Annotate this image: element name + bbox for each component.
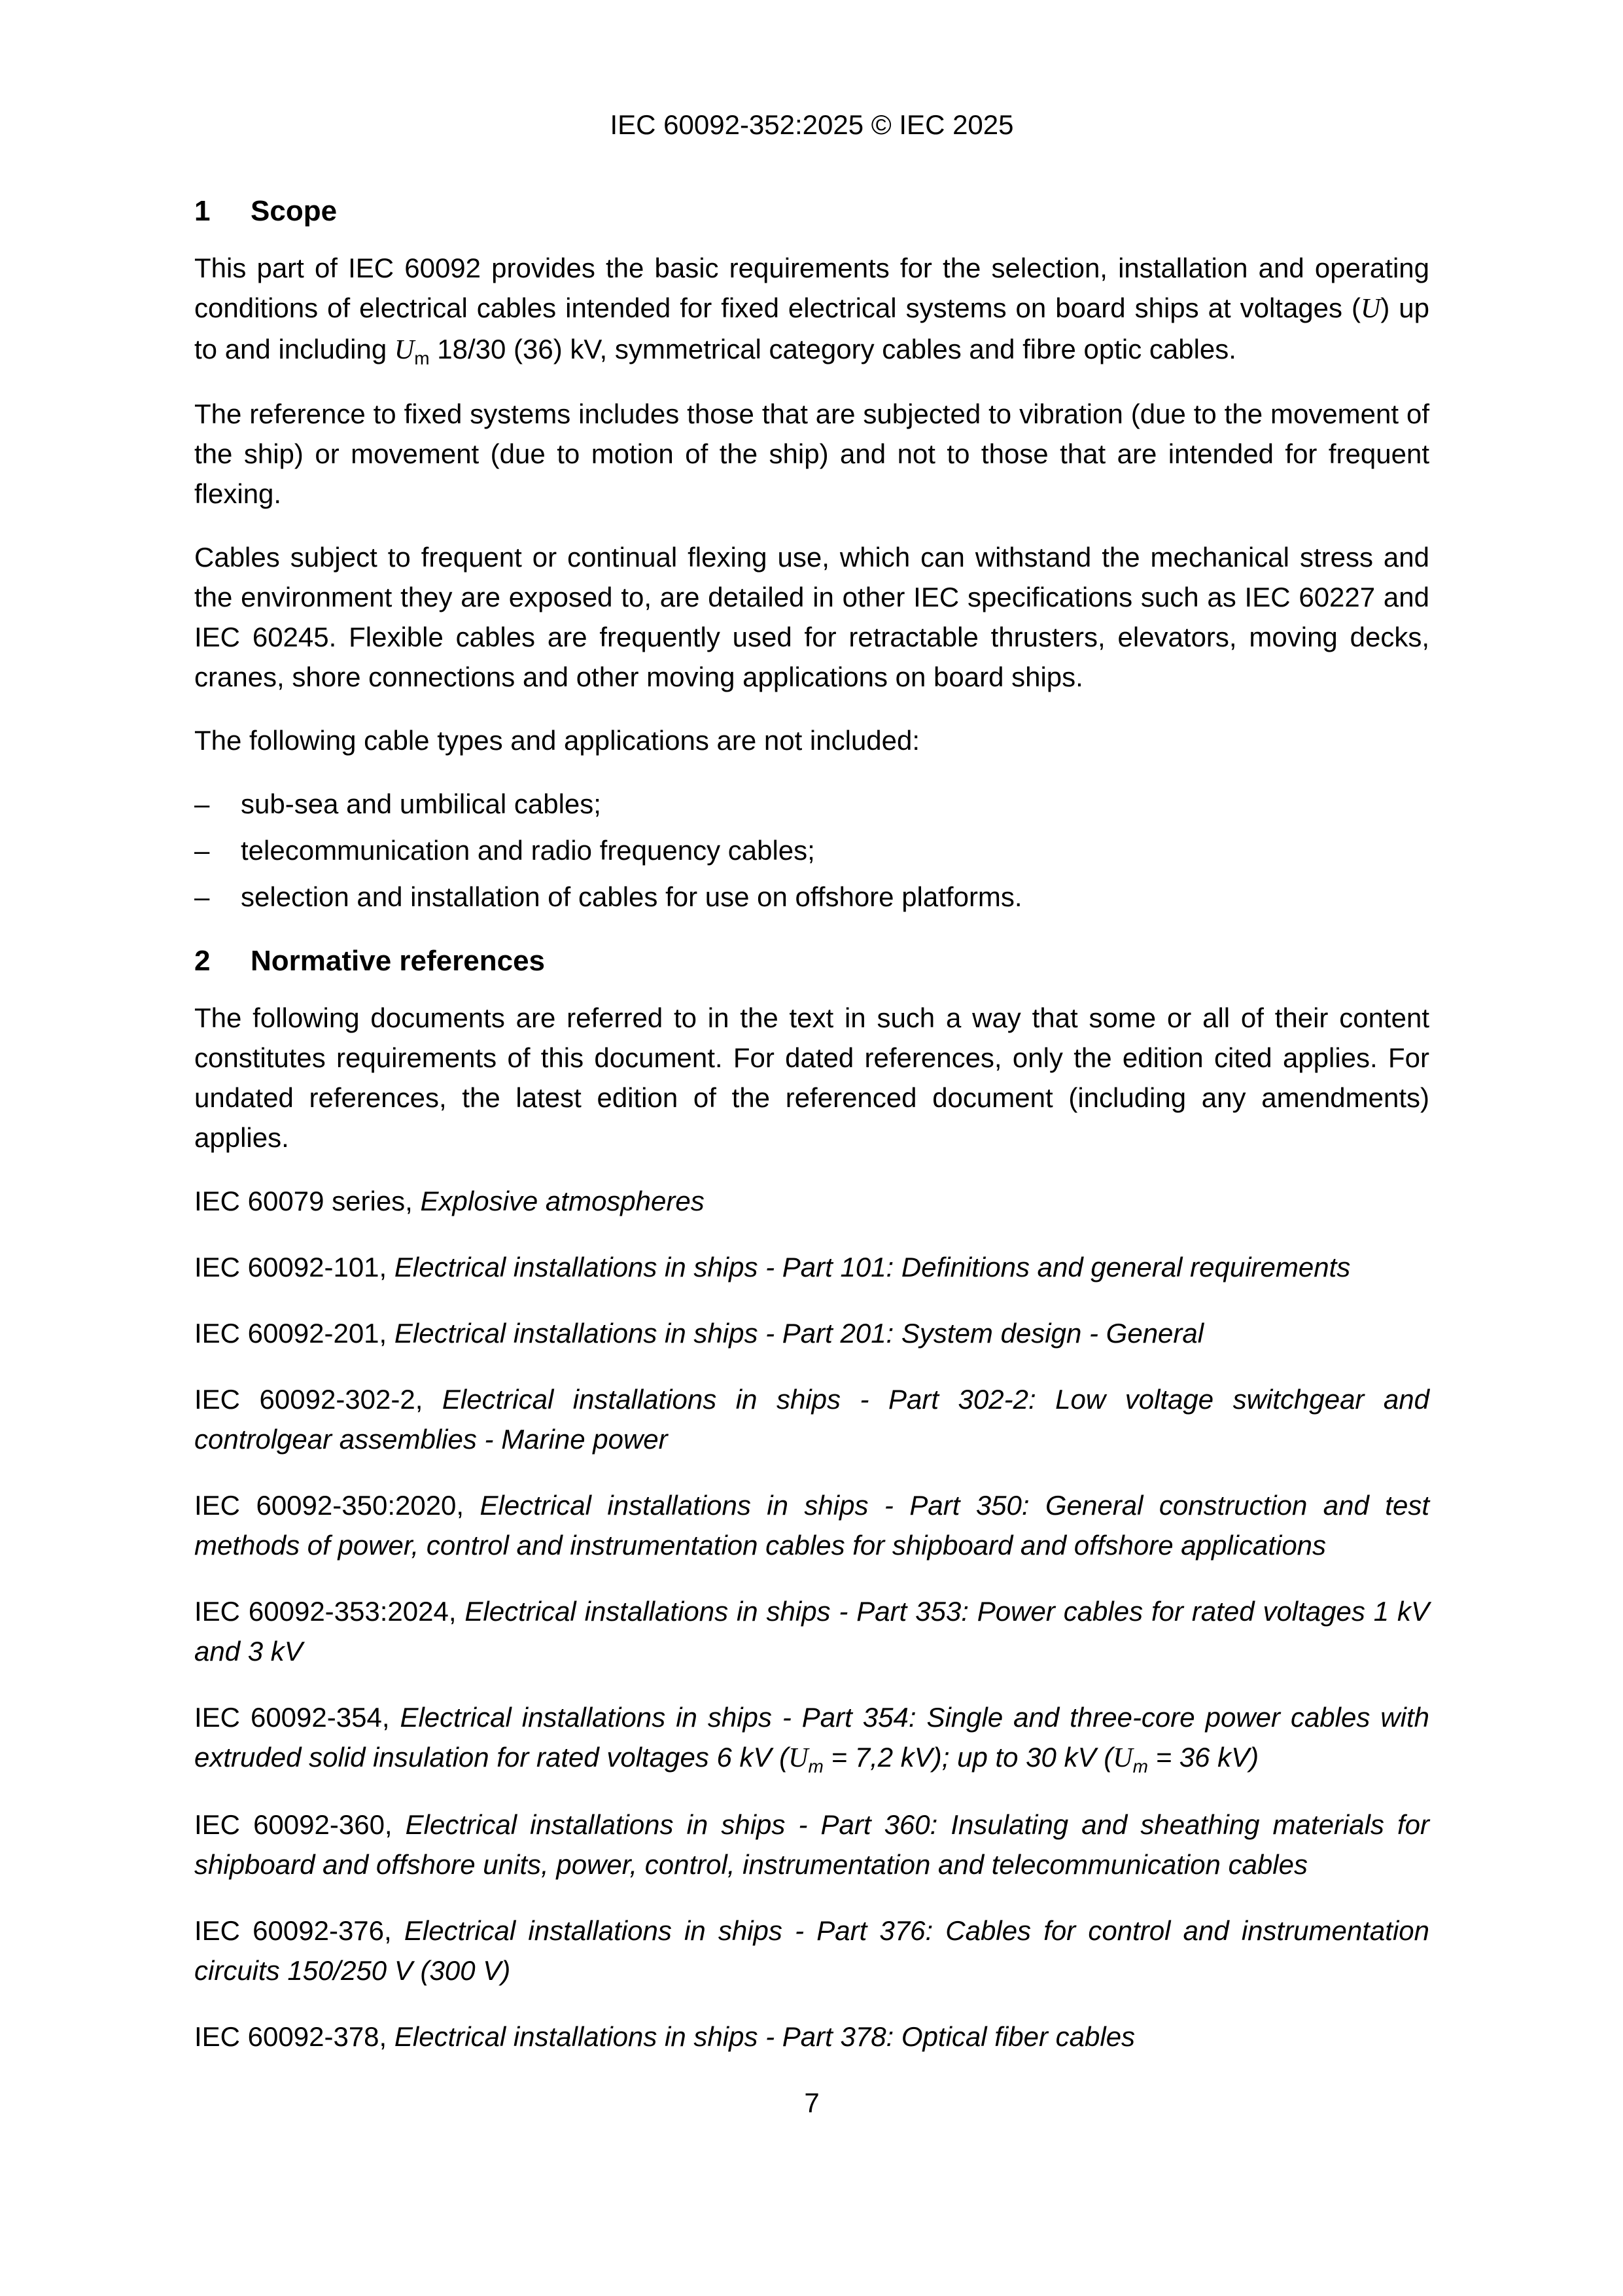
section-2-heading [194,940,1429,982]
list-item [194,877,1429,917]
reference-entry: IEC 60092-101, Electrical installations in ships - Part 101: Definitions and general requirements [194,1252,1351,1282]
scope-paragraph-1: This part of IEC 60092 provides the basic requirements for the selection, installation and operating conditions of electrical cables intended for fixed electrical systems on board ships at voltages (U) up to and including $U_m$ 18/30 (36) kV, symmetrical category cables and fibre optic cables. [194,253,1429,368]
clause-1-title: Scope [251,195,338,227]
reference-entry: IEC 60092-302-2, Electrical installations in ships - Part 302-2: Low voltage switchgear and controlgear assemblies - Marine power [194,1384,1430,1455]
reference-entry: IEC 60092-376, Electrical installations in ships - Part 376: Cables for control and instrumentation circuits 150/250 V (300 V) [194,1915,1429,1986]
reference-entry: IEC 60092-360, Electrical installations in ships - Part 360: Insulating and sheathing materials for shipboard and offshore units, power, control, instrumentation and telecommunication cables [194,1809,1429,1880]
references-list [194,1181,1429,2057]
excluded-cable-types-list [194,784,1429,917]
page-number: 7 [804,2087,820,2118]
list-item-text: sub-sea and umbilical cables; [241,788,601,819]
running-header: IEC 60092-352:2025 © IEC 2025 [610,109,1014,140]
scope-paragraph-3: Cables subject to frequent or continual flexing use, which can withstand the mechanical stress and the environment they are exposed to, are detailed in other IEC specifications such as IEC 60227 and IEC 60245. Flexible cables are frequently used for retractable thrusters, elevators, moving decks, cranes, shore connections and other moving applications on board ships. [194,542,1429,692]
clause-2-number: 2 [194,945,211,977]
dash-marker: – [194,788,210,819]
reference-entry: IEC 60092-353:2024, Electrical installations in ships - Part 353: Power cables for rated voltages 1 kV and 3 kV [194,1596,1429,1667]
list-item-text: telecommunication and radio frequency cables; [241,835,815,866]
reference-entry: IEC 60092-354, Electrical installations in ships - Part 354: Single and three-core power cables with extruded solid insulation for rated voltages 6 kV ($U_m = 7,2$ kV); up to 30 kV ($U_m = 36$ kV) [194,1702,1429,1776]
list-item-text: selection and installation of cables for use on offshore platforms. [241,881,1022,912]
normative-intro-paragraph: The following documents are referred to in the text in such a way that some or all of their content constitutes requirements of this document. For dated references, only the edition cited applies. For undated references, the latest edition of the referenced document (including any amendments) applies. [194,1002,1429,1153]
list-item [194,830,1429,870]
clause-2-title: Normative references [251,945,546,977]
list-item [194,784,1429,824]
reference-entry: IEC 60079 series, Explosive atmospheres [194,1186,705,1216]
scope-paragraph-4: The following cable types and applications are not included: [194,725,920,756]
section-1-heading [194,190,1429,232]
reference-entry: IEC 60092-201, Electrical installations in ships - Part 201: System design - General [194,1318,1204,1349]
reference-entry: IEC 60092-350:2020, Electrical installations in ships - Part 350: General construction and test methods of power, control and instrumentation cables for shipboard and offshore applications [194,1490,1430,1561]
clause-1-number: 1 [194,195,211,227]
dash-marker: – [194,835,210,866]
reference-entry: IEC 60092-378, Electrical installations in ships - Part 378: Optical fiber cables [194,2021,1136,2052]
dash-marker: – [194,881,210,912]
scope-paragraph-2: The reference to fixed systems includes those that are subjected to vibration (due to the movement of the ship) or movement (due to motion of the ship) and not to those that are intended for frequent flexing. [194,398,1429,509]
